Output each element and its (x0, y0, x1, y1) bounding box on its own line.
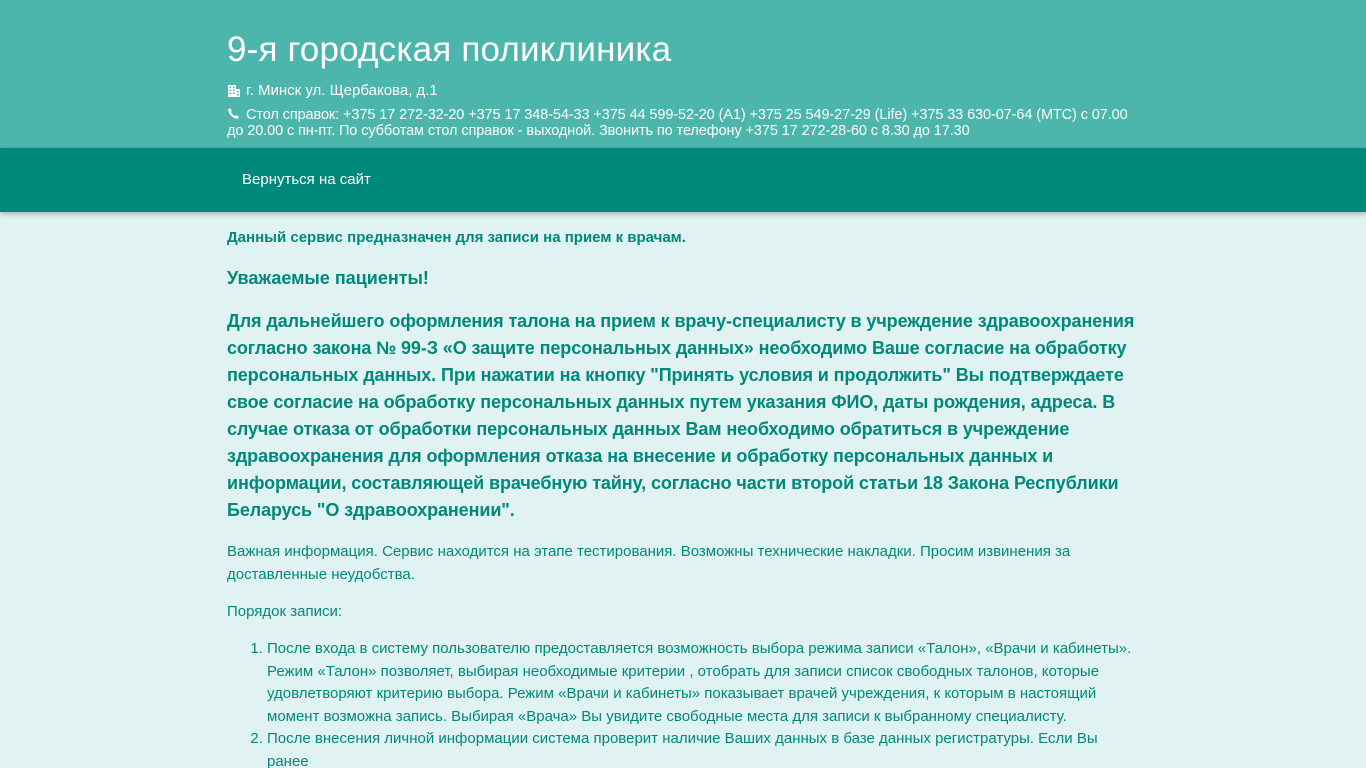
site-title: 9-я городская поликлиника (227, 30, 672, 69)
main-content (227, 212, 1139, 768)
greeting-heading: Уважаемые пациенты! (227, 268, 429, 288)
phone-icon (227, 107, 241, 121)
consent-notice: Для дальнейшего оформления талона на прием к врачу-специалисту в учреждение здравоохранения согласно закона № 99-З «О защите персональных данных» необходимо Ваше согласие на обработку персональных данных. При нажатии на кнопку "Принять условия и продолжить" Вы подтверждаете свое согласие на обработку персональных данных путем указания ФИО, даты рождения, адреса. В случае отказа от обработки персональных данных Вам необходимо обратиться в учреждение здравоохранения для оформления отказа на внесение и обработку персональных данных и информации, составляющей врачебную тайну, согласно части второй статьи 18 Закона Республики Беларусь "О здравоохранении". (227, 311, 1135, 520)
order-title: Порядок записи: (227, 603, 343, 620)
building-icon (227, 84, 241, 98)
steps-list (227, 638, 1139, 768)
list-item: 1. После входа в систему пользователю предоставляется возможность выбора режима записи «Талон», «Врачи и кабинеты». Режим «Талон» позволяет, выбирая необходимые критерии , отобрать для записи список свободных талонов, которые удовлетворяют критерию выбора. Режим «Врачи и кабинеты» показывает врачей учреждения, к которым в настоящий момент возможна запись. Выбирая «Врача» Вы увидите свободные места для записи к выбранному специалисту. (267, 638, 1139, 728)
site-header (0, 0, 1366, 148)
list-item: 2. После внесения личной информации система проверит наличие Ваших данных в базе данных регистратуры. Если Вы ранее (267, 728, 1139, 768)
phones-text: Стол справок: +375 17 272-32-20 +375 17 348-54-33 +375 44 599-52-20 (A1) +375 25 549-27-29 (Life) +375 33 630-07-64 (МТС) с 07.00 до 20.00 с пн-пт. По субботам стол справок - выходной. Звонить по телефону +375 17 272-28-60 с 8.30 до 17.30 (227, 107, 1128, 139)
back-to-site-link[interactable]: Вернуться на сайт (242, 171, 371, 188)
service-description: Данный сервис предназначен для записи на прием к врачам. (227, 229, 686, 246)
testing-info: Важная информация. Сервис находится на этапе тестирования. Возможны технические накладки. Просим извинения за доставленные неудобства. (227, 543, 1071, 583)
navbar (0, 148, 1366, 212)
header-container (227, 0, 1139, 139)
address-text: г. Минск ул. Щербакова, д.1 (246, 82, 438, 99)
phone-line (227, 107, 1139, 139)
address-line (227, 82, 1139, 100)
